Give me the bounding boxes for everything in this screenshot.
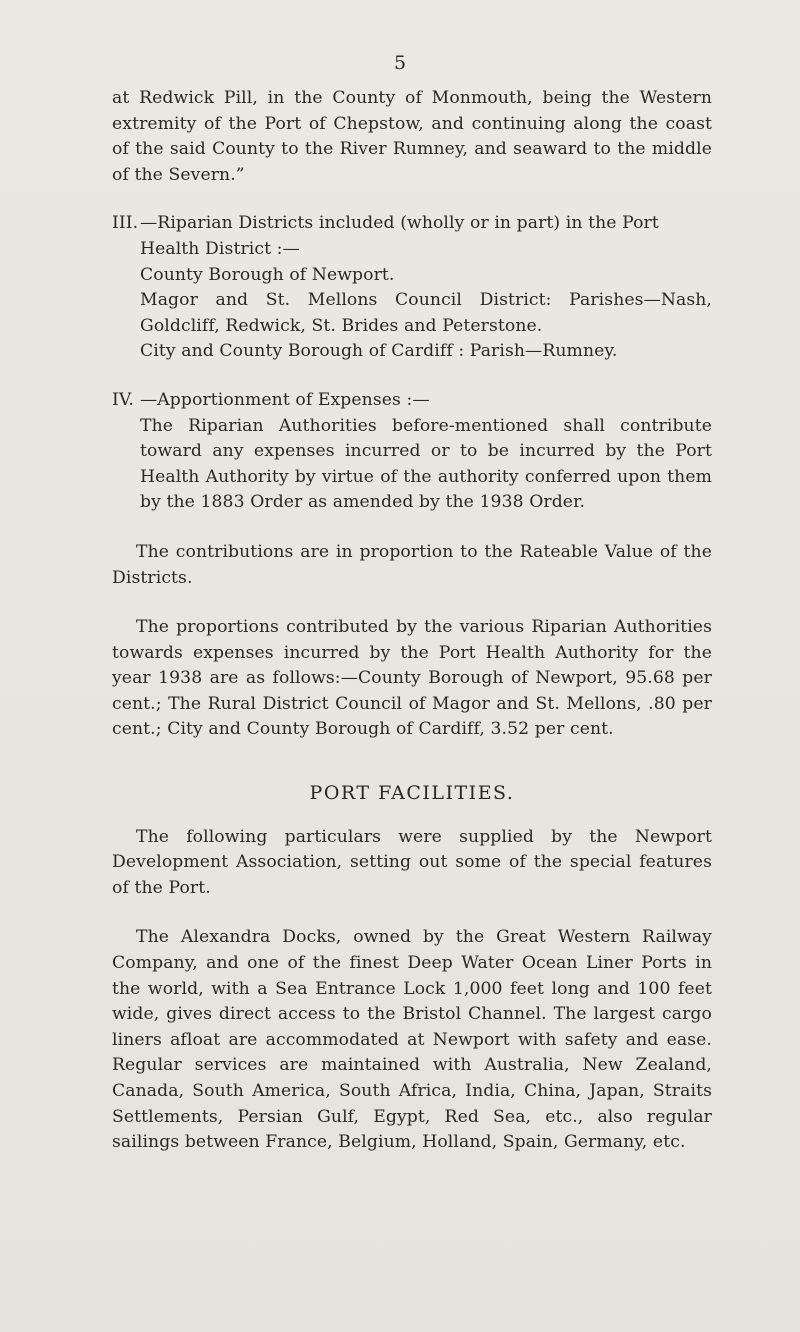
- section-iii-heading-line: [112, 211, 712, 262]
- proportions-paragraph: The proportions contributed by the various Riparian Authorities towards expenses incurred by the Port Health Authority for the year 1938 are as follows:—County Borough of Newport, 95.68 per cent.; The Rural District Council of Magor and St. Mellons, .80 per cent.; City and County Borough of Cardiff, 3.52 per cent.: [112, 617, 712, 740]
- section-iv-heading-line: [112, 388, 712, 414]
- section-iii-item-3: City and County Borough of Cardiff : Parish—Rumney.: [140, 341, 618, 362]
- intro-paragraph: at Redwick Pill, in the County of Monmouth, being the Western extremity of the Port of Chepstow, and continuing along the coast of the said County to the River Rumney, and seaward to the middle of the Severn.”: [112, 88, 712, 185]
- section-iv: [112, 388, 712, 516]
- section-iii-item-1: County Borough of Newport.: [140, 264, 395, 285]
- section-iii-heading: —Riparian Districts included (wholly or in part) in the Port Health District :—: [140, 213, 659, 259]
- section-iv-paragraph: The Riparian Authorities before-mentioned shall contribute toward any expenses incurred or to be incurred by the Port Health Authority by virtue of the authority conferred upon them by the 1883 Order as amended by the 1938 Order.: [140, 415, 712, 513]
- port-facilities-paragraph-2: The Alexandra Docks, owned by the Great Western Railway Company, and one of the finest Deep Water Ocean Liner Ports in the world, with a Sea Entrance Lock 1,000 feet long and 100 feet wide, gives direct access to the Bristol Channel. The largest cargo liners afloat are accommodated at Newport with safety and ease. Regular services are maintained with Australia, New Zealand, Canada, South America, South Africa, India, China, Japan, Straits Settlements, Persian Gulf, Egypt, Red Sea, etc., also regular sailings between France, Belgium, Holland, Spain, Germany, etc.: [112, 927, 712, 1153]
- page-number: 5: [393, 52, 407, 74]
- page-body: [112, 86, 712, 1156]
- port-facilities-paragraph-1: The following particulars were supplied by the Newport Development Association, setting out some of the special features of the Port.: [112, 826, 712, 898]
- section-iv-heading: —Apportionment of Expenses :—: [140, 389, 430, 410]
- section-iv-number: IV.: [112, 389, 134, 410]
- section-iii-item-2: Magor and St. Mellons Council District: Parishes—Nash, Goldcliff, Redwick, St. Brides and Peterstone.: [140, 290, 712, 336]
- section-iii-number: III.: [112, 213, 139, 234]
- section-iii: [112, 211, 712, 365]
- port-facilities-title: PORT FACILITIES.: [309, 782, 515, 805]
- contributions-paragraph: The contributions are in proportion to the Rateable Value of the Districts.: [112, 541, 712, 588]
